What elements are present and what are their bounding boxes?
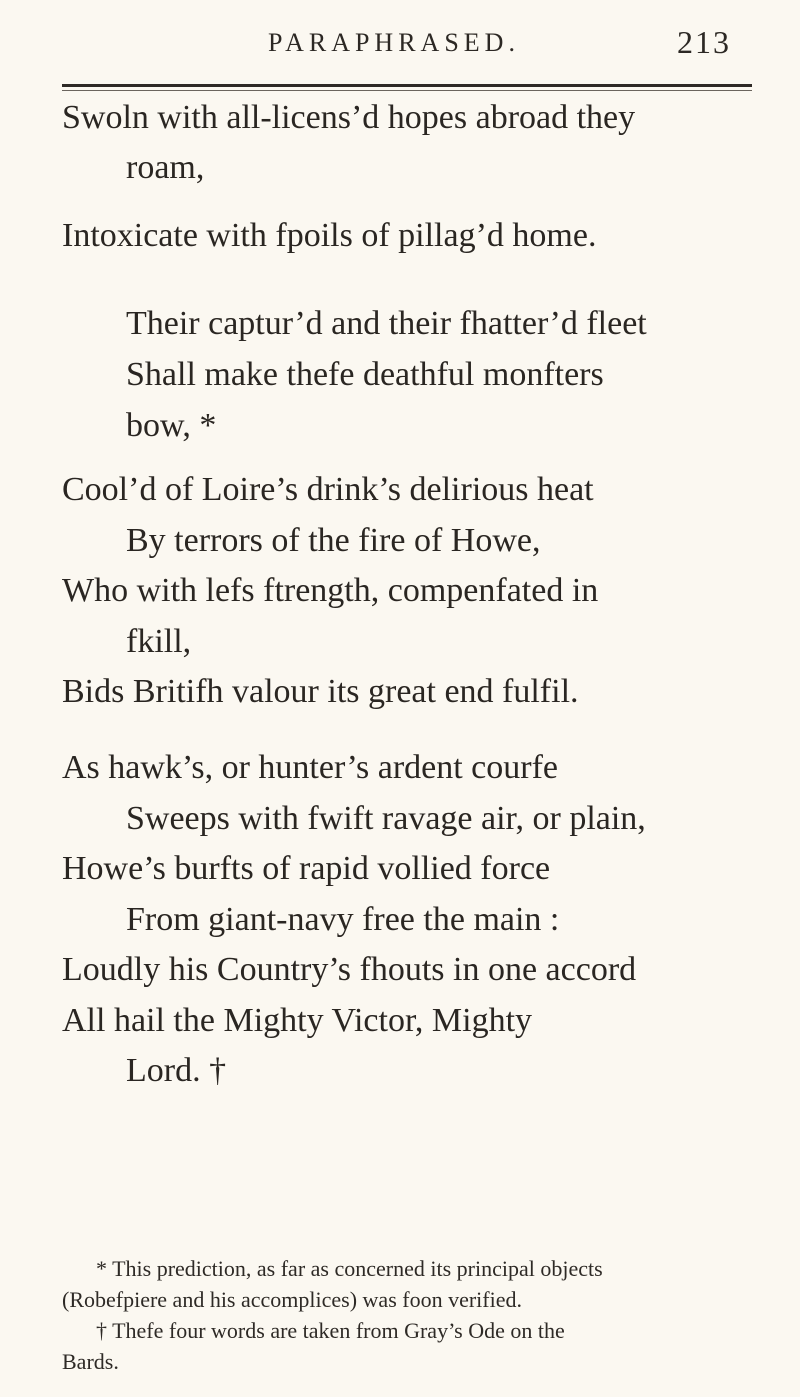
running-title: PARAPHRASED. [268, 28, 520, 57]
verse-line: Bids Britifh valour its great end fulfil. [62, 673, 579, 710]
verse-line: Their captur’d and their fhatter’d fleet [126, 305, 647, 342]
verse-line: roam, [126, 149, 205, 186]
verse-line: Swoln with all-licens’d hopes abroad they [62, 99, 636, 136]
footnote-line: (Robefpiere and his accomplices) was foon verified. [62, 1287, 522, 1312]
header-rule [62, 84, 752, 87]
footnote-line: * This prediction, as far as concerned its principal objects [96, 1256, 603, 1281]
verse-line: Sweeps with fwift ravage air, or plain, [126, 800, 646, 837]
verse-line: Who with lefs ftrength, compenfated in [62, 572, 599, 609]
verse-line: fkill, [126, 623, 192, 660]
verse-line: From giant-navy free the main : [126, 901, 560, 938]
verse-line: Shall make thefe deathful monfters [126, 356, 604, 393]
verse-line: Howe’s burfts of rapid vollied force [62, 850, 551, 887]
verse-line: Loudly his Country’s fhouts in one accord [62, 951, 637, 988]
verse-line: All hail the Mighty Victor, Mighty [62, 1002, 533, 1039]
verse-line: Intoxicate with fpoils of pillag’d home. [62, 217, 597, 254]
verse-line: Cool’d of Loire’s drink’s delirious heat [62, 471, 594, 508]
running-head [0, 22, 800, 62]
verse-line: bow, * [126, 407, 217, 444]
header-rule-thin [62, 90, 752, 91]
verse-line: As hawk’s, or hunter’s ardent courfe [62, 749, 559, 786]
verse-line: By terrors of the fire of Howe, [126, 522, 541, 559]
verse-line: Lord. † [126, 1052, 227, 1089]
footnote-line: Bards. [62, 1349, 119, 1374]
page-number: 213 [677, 24, 731, 60]
footnote-line: † Thefe four words are taken from Gray’s Ode on the [96, 1318, 565, 1343]
